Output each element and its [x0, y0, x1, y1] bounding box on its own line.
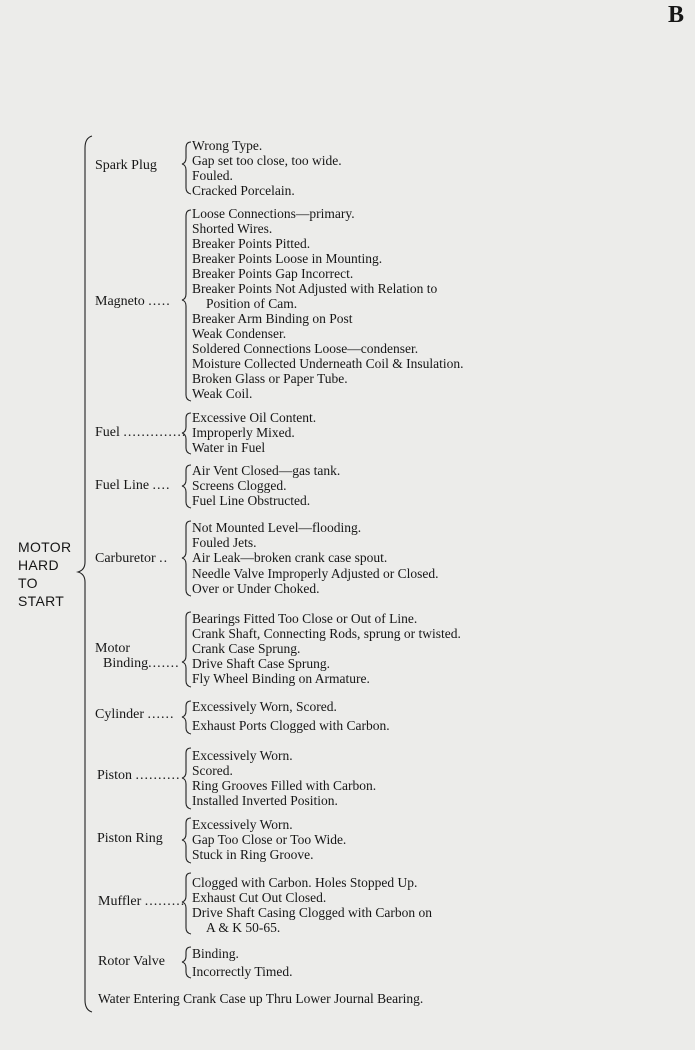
main-brace: [78, 136, 92, 1012]
list-item: Air Vent Closed—gas tank.: [192, 463, 341, 478]
list-item: Scored.: [192, 763, 233, 778]
list-item: Drive Shaft Case Sprung.: [192, 656, 330, 671]
group-label-piston: [97, 768, 181, 783]
group-label-text: Motor: [95, 641, 130, 656]
group-leader: ..........: [135, 768, 181, 783]
group-label-text: Cylinder: [95, 707, 144, 722]
group-label-carburetor: [95, 551, 168, 566]
group-leader: .......: [148, 656, 180, 671]
group-leader: ....: [152, 478, 171, 493]
list-item: Breaker Points Gap Incorrect.: [192, 266, 354, 281]
group-leader: ..............: [123, 425, 187, 440]
list-item: Wrong Type.: [192, 138, 263, 153]
group-label-text: Piston Ring: [97, 831, 163, 846]
list-item: Ring Grooves Filled with Carbon.: [192, 778, 377, 793]
list-item: Improperly Mixed.: [192, 425, 295, 440]
main-label-line: MOTOR: [18, 539, 72, 555]
list-item: Air Leak—broken crank case spout.: [192, 550, 388, 565]
group-leader: .........: [144, 894, 186, 909]
list-item: Water in Fuel: [192, 440, 266, 455]
list-item: Gap set too close, too wide.: [192, 153, 342, 168]
group-label-cylinder: [95, 707, 175, 722]
list-item: Shorted Wires.: [192, 221, 273, 236]
list-item: A & K 50-65.: [206, 920, 281, 935]
brace-piston-ring: [182, 818, 191, 863]
list-item: Screens Clogged.: [192, 478, 287, 493]
group-label-motor-binding: [95, 641, 130, 656]
list-item: Stuck in Ring Groove.: [192, 847, 314, 862]
group-leader: .....: [148, 294, 171, 309]
group-label-text: Spark Plug: [95, 158, 157, 173]
group-label-fuel: [95, 425, 186, 440]
list-item: Excessively Worn.: [192, 748, 293, 763]
list-item: Gap Too Close or Too Wide.: [192, 832, 347, 847]
brace-carburetor: [182, 521, 191, 596]
group-label-text: Fuel: [95, 425, 120, 440]
group-label-spark-plug: [95, 158, 157, 173]
list-item: Not Mounted Level—flooding.: [192, 520, 362, 535]
list-item: Drive Shaft Casing Clogged with Carbon on: [192, 905, 432, 920]
group-label-magneto: [95, 294, 171, 309]
list-item: Position of Cam.: [206, 296, 298, 311]
page-letter: B: [668, 2, 685, 28]
list-item: Over or Under Choked.: [192, 581, 320, 596]
group-label-text: Rotor Valve: [98, 954, 166, 969]
list-item: Cracked Porcelain.: [192, 183, 295, 198]
group-label-rotor-valve: [98, 954, 165, 969]
group-label-muffler: [98, 894, 185, 909]
list-item: Breaker Points Loose in Mounting.: [192, 251, 383, 266]
group-label-text: Magneto: [95, 294, 145, 309]
group-label-text: Fuel Line: [95, 478, 150, 493]
list-item: Fouled.: [192, 168, 233, 183]
list-item: Breaker Points Pitted.: [192, 236, 311, 251]
list-item: Excessively Worn.: [192, 817, 293, 832]
list-item: Weak Coil.: [192, 386, 253, 401]
list-item: Fouled Jets.: [192, 535, 257, 550]
group-label-fuel-line: [95, 478, 171, 493]
list-item: Weak Condenser.: [192, 326, 287, 341]
list-item: Loose Connections—primary.: [192, 206, 355, 221]
list-item: Broken Glass or Paper Tube.: [192, 371, 348, 386]
main-label-line: START: [18, 593, 65, 609]
group-label-text: Carburetor: [95, 551, 156, 566]
list-item: Fly Wheel Binding on Armature.: [192, 671, 370, 686]
list-item: Bearings Fitted Too Close or Out of Line.: [192, 611, 418, 626]
list-item: Binding.: [192, 946, 239, 961]
group-label-motor-binding-line2: [103, 656, 180, 671]
brace-fuel-line: [182, 465, 191, 508]
list-item: Breaker Points Not Adjusted with Relation to: [192, 281, 438, 296]
brace-spark-plug: [182, 142, 191, 194]
list-item: Installed Inverted Position.: [192, 793, 338, 808]
list-item: Fuel Line Obstructed.: [192, 493, 311, 508]
list-item: Excessive Oil Content.: [192, 410, 317, 425]
list-item: Incorrectly Timed.: [192, 964, 293, 979]
group-leader: ......: [147, 707, 175, 722]
group-label-piston-ring: [97, 831, 163, 846]
list-item: Excessively Worn, Scored.: [192, 699, 337, 714]
list-item: Breaker Arm Binding on Post: [192, 311, 353, 326]
list-item: Crank Shaft, Connecting Rods, sprung or twisted.: [192, 626, 461, 641]
group-leader: ..: [159, 551, 169, 566]
list-item: Needle Valve Improperly Adjusted or Closed.: [192, 566, 439, 581]
footer-note: Water Entering Crank Case up Thru Lower Journal Bearing.: [98, 991, 424, 1006]
list-item: Exhaust Ports Clogged with Carbon.: [192, 718, 390, 733]
group-label-text: Muffler: [98, 894, 142, 909]
list-item: Crank Case Sprung.: [192, 641, 301, 656]
list-item: Moisture Collected Underneath Coil & Insulation.: [192, 356, 464, 371]
list-item: Exhaust Cut Out Closed.: [192, 890, 327, 905]
main-label-line: TO: [18, 575, 38, 591]
brace-piston: [182, 748, 191, 809]
brace-cylinder: [182, 701, 191, 734]
brace-motor-binding: [182, 612, 191, 687]
group-label-text: Binding: [103, 656, 149, 671]
list-item: Soldered Connections Loose—condenser.: [192, 341, 419, 356]
main-label-line: HARD: [18, 557, 59, 573]
brace-magneto: [182, 210, 191, 401]
list-item: Clogged with Carbon. Holes Stopped Up.: [192, 875, 418, 890]
brace-rotor-valve: [182, 947, 191, 978]
group-label-text: Piston: [97, 768, 133, 783]
